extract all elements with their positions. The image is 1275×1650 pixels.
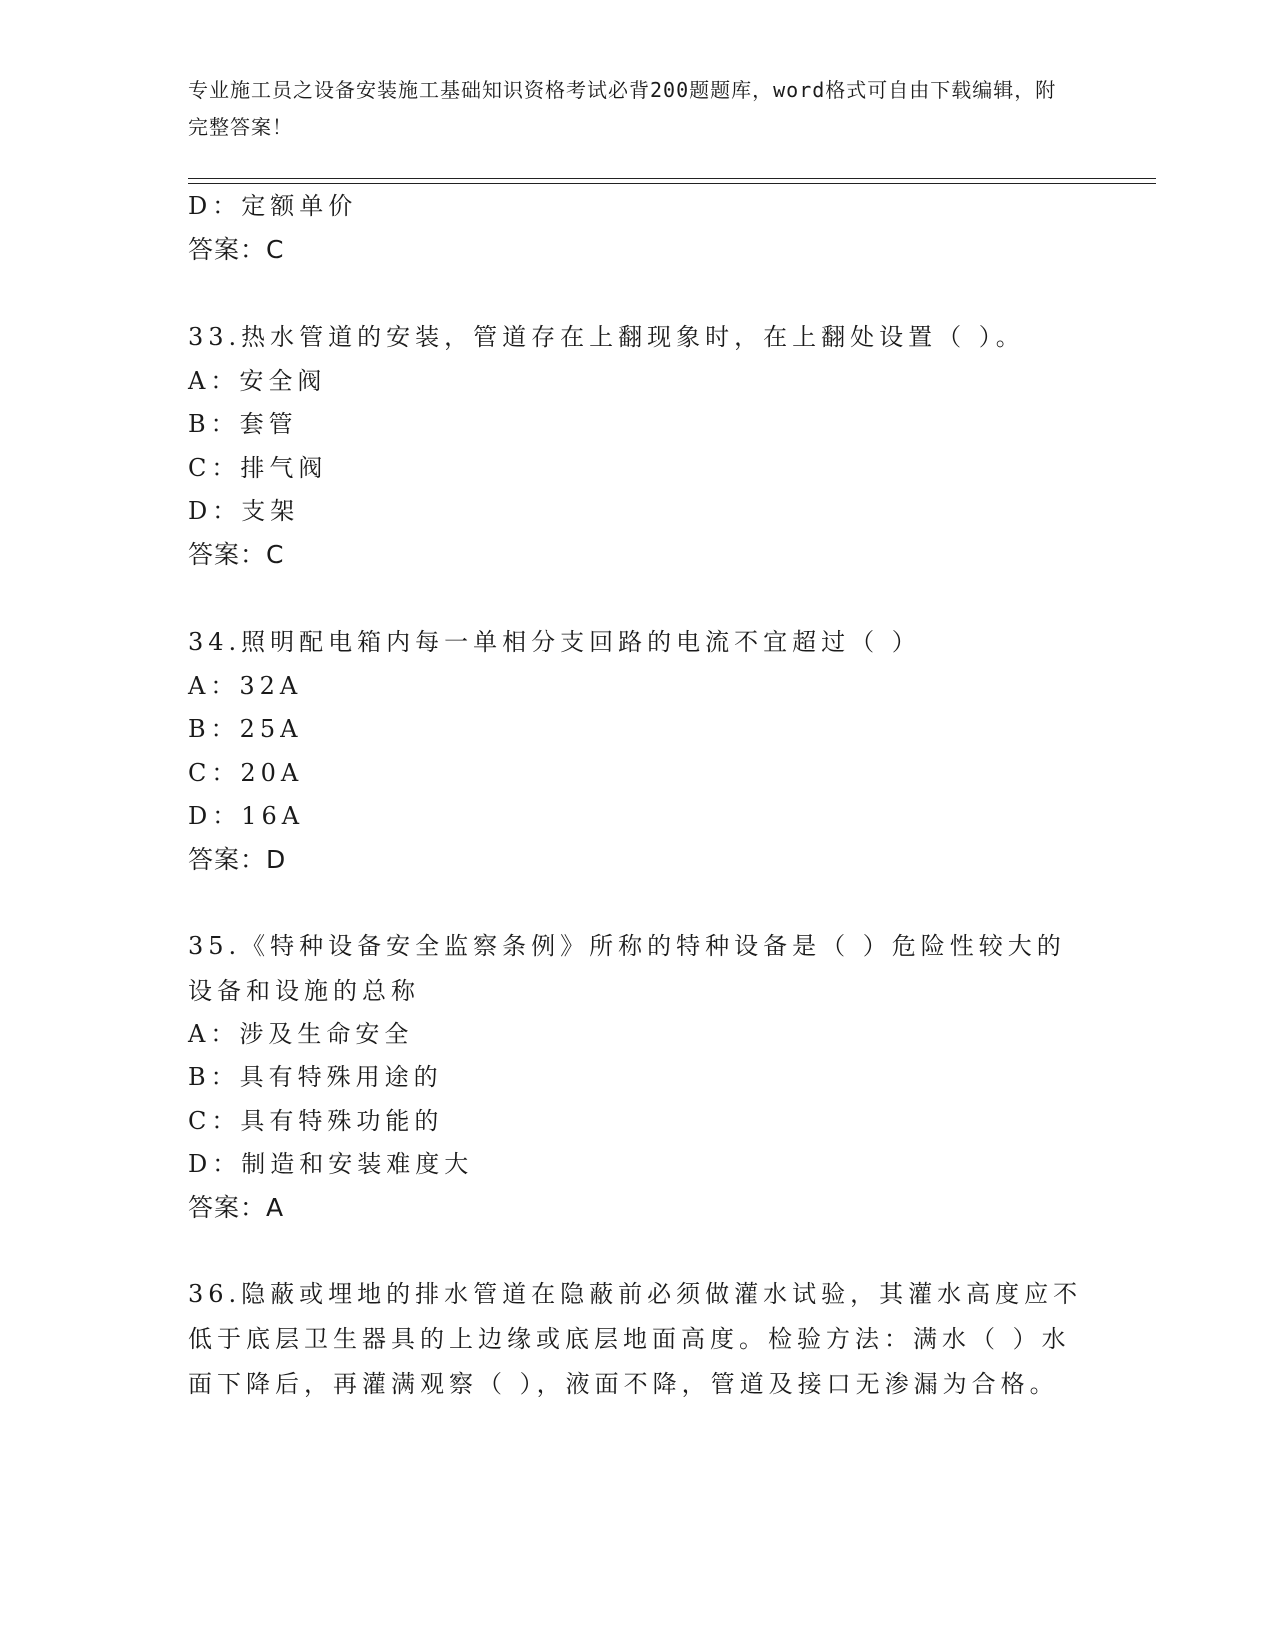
page-header-title: 专业施工员之设备安装施工基础知识资格考试必背200题题库，word格式可自由下载编辑，附完整答案！: [188, 78, 1057, 139]
q34-option-a: A：32A: [188, 672, 303, 700]
header-divider-top: [188, 178, 1156, 179]
q35-option-b: B：具有特殊用途的: [188, 1063, 443, 1091]
q33-option-a: A：安全阀: [188, 367, 327, 395]
q32-option-d: D：定额单价: [188, 192, 358, 220]
q35-option-c: C：具有特殊功能的: [188, 1107, 444, 1135]
q35-stem: 35.《特种设备安全监察条例》所称的特种设备是（ ）危险性较大的设备和设施的总称: [188, 932, 1066, 1005]
q33-option-d: D：支架: [188, 497, 300, 525]
q35-option-d: D：制造和安装难度大: [188, 1150, 474, 1178]
q35-answer: 答案：A: [188, 1193, 285, 1222]
q34-answer: 答案：D: [188, 845, 287, 874]
q34-option-d: D：16A: [188, 802, 305, 830]
q33-option-c: C：排气阀: [188, 454, 328, 482]
q32-answer: 答案：C: [188, 235, 285, 264]
q35-option-a: A：涉及生命安全: [188, 1020, 414, 1048]
q34-option-c: C：20A: [188, 759, 304, 787]
q34-option-b: B：25A: [188, 715, 303, 743]
q33-option-b: B：套管: [188, 410, 298, 438]
q34-stem: 34.照明配电箱内每一单相分支回路的电流不宜超过（ ）: [188, 628, 921, 656]
q33-answer: 答案：C: [188, 540, 285, 569]
q33-stem: 33.热水管道的安装，管道存在上翻现象时，在上翻处设置（ ）。: [188, 323, 1025, 351]
q36-stem: 36.隐蔽或埋地的排水管道在隐蔽前必须做灌水试验，其灌水高度应不低于底层卫生器具的上边缘或底层地面高度。检验方法：满水（ ）水面下降后，再灌满观察（ ），液面不降，管道及接口无渗漏为合格。: [188, 1280, 1083, 1398]
header-divider-bottom: [188, 183, 1156, 184]
